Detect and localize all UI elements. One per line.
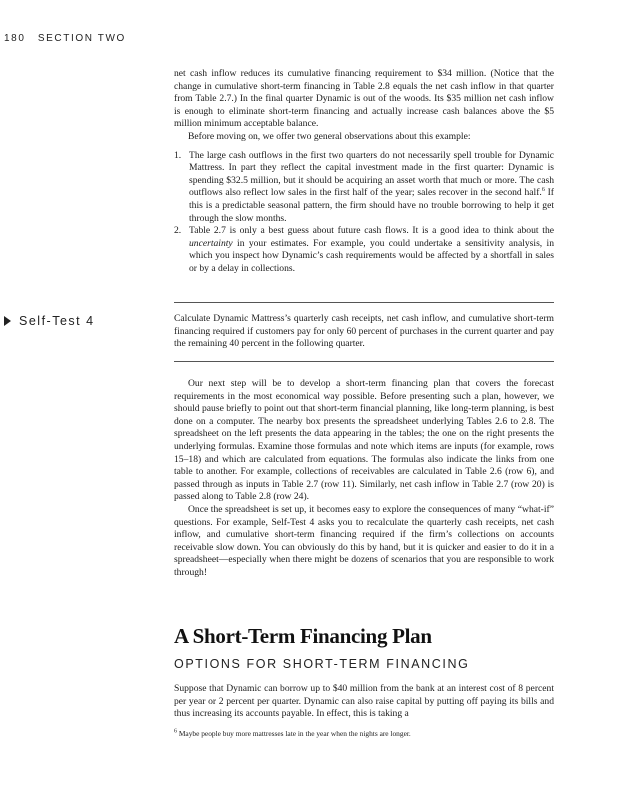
list-text: The large cash outflows in the first two quarters do not necessarily spell trouble for Dynamic Mattress. In part they reflect the capital investment made in the first quarter: Dynamic is spending $32.5 million, but it should be acquiring an asset worth that much or more. The cash outflows also reflect low sales in the first half of the year; sales recover in the second half.: [189, 149, 554, 199]
list-item: [174, 150, 554, 226]
list-number: 1.: [174, 149, 182, 161]
list-text: Table 2.7 is only a best guess about future cash flows. It is a good idea to think about the: [189, 225, 554, 237]
list-text: If this is a predictable seasonal pattern, the firm should have no trouble borrowing to help it get through the slow months.: [189, 187, 554, 224]
top-text-block: [174, 68, 554, 276]
list-number: 2.: [174, 225, 182, 237]
observations-list: [174, 150, 554, 276]
self-test-text: Calculate Dynamic Mattress’s quarterly cash receipts, net cash inflow, and cumulative short-term financing required if customers pay for only 60 percent of purchases in the current quarter and pay the remaining 40 percent in the following quarter.: [174, 313, 554, 350]
list-text: in your estimates. For example, you could undertake a sensitivity analysis, in which you inspect how Dynamic’s cash requirements would be affected by a shortfall in sales or by a delay in collections.: [189, 237, 554, 274]
self-test-label: Self-Test 4: [4, 314, 95, 328]
running-head: [4, 33, 126, 44]
paragraph: Suppose that Dynamic can borrow up to $40 million from the bank at an interest cost of 8 percent per year or 2 percent per quarter. Dynamic can also raise capital by putting off paying its bills and thus increasing its accounts payable. In effect, this is taking a: [174, 683, 554, 720]
emphasis-text: uncertainty: [189, 237, 233, 249]
triangle-bullet-icon: [4, 316, 11, 326]
footnote: [174, 729, 554, 739]
section-label: SECTION TWO: [37, 33, 126, 44]
footnote-text: Maybe people buy more mattresses late in the year when the nights are longer.: [177, 729, 411, 738]
subsection-heading: OPTIONS FOR SHORT-TERM FINANCING: [174, 657, 470, 671]
page-number: 180: [4, 33, 26, 44]
footnote-number: 6: [174, 728, 177, 735]
paragraph: Before moving on, we offer two general observations about this example:: [188, 130, 471, 142]
footnote-marker: 6: [541, 187, 545, 194]
paragraph: net cash inflow reduces its cumulative financing requirement to $34 million. (Notice that the change in cumulative short-term financing in Table 2.8 equals the net cash inflow in that quarter from Table 2.7.) In the final quarter Dynamic is out of the woods. Its $35 million net cash inflow is enough to eliminate short-term financing and actually increase cash balances above the $5 million minimum acceptable balance.: [174, 68, 554, 130]
paragraph: Once the spreadsheet is set up, it becomes easy to explore the consequences of many “what-if” questions. For example, Self-Test 4 asks you to recalculate the quarterly cash receipts, net cash inflow, and cumulative short-term financing required if the firm’s collections on accounts receivable slow down. You can obviously do this by hand, but it is quicker and easier to do it in a spreadsheet—especially when there might be dozens of scenarios that you are responsible to work through!: [174, 503, 554, 578]
divider: [174, 361, 554, 362]
divider: [174, 302, 554, 303]
list-item: [174, 225, 554, 275]
section-heading: A Short-Term Financing Plan: [174, 624, 432, 648]
paragraph: Our next step will be to develop a short-term financing plan that covers the forecast requirements in the most economical way possible. Before presenting such a plan, however, we should pause briefly to point out that short-term financial planning, like long-term planning, is best done on a computer. The nearby box presents the spreadsheet underlying Tables 2.6 to 2.8. The spreadsheet on the left presents the data appearing in the tables; the one on the right presents the underlying formulas. Examine those formulas and note which items are inputs (for example, rows 15–18) and which are calculated from equations. The formulas also indicate the links from one table to another. For example, collections of receivables are calculated in Table 2.6 (row 6), and passed through as inputs in Table 2.7 (row 11). Similarly, net cash inflow in Table 2.7 (row 20) is passed along to Table 2.8 (row 24).: [174, 378, 554, 503]
section-text-block: [174, 683, 554, 721]
middle-text-block: [174, 378, 554, 580]
